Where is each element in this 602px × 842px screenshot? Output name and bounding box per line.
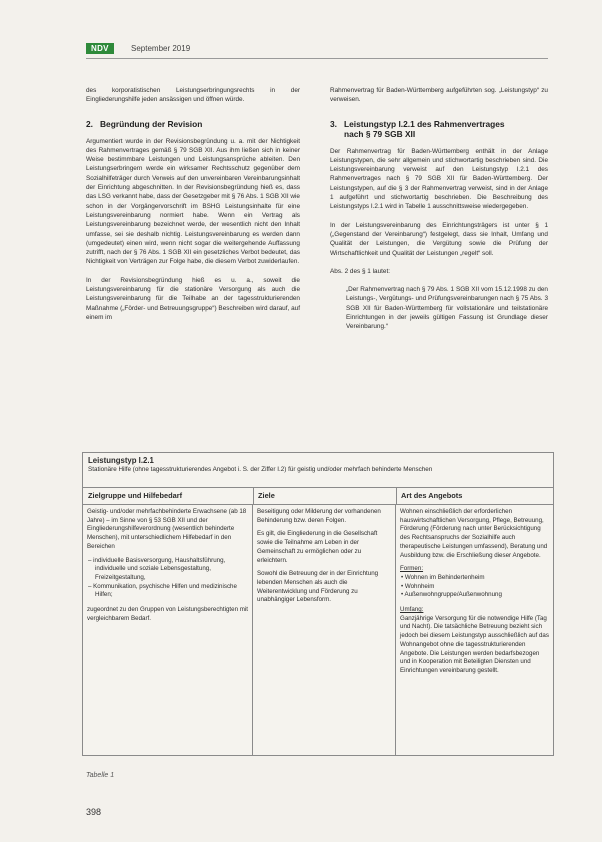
- cell-paragraph: Geistig- und/oder mehrfachbehinderte Erwachsene (ab 18 Jahre) – im Sinne von § 53 SGB XII und der Eingliederungshilfeverordnung (wesentlich behinderte Menschen), mit unterschiedlichem Hilfebedarf in den Bereichen: [87, 508, 247, 550]
- section-number: 2.: [86, 118, 93, 129]
- section-title: Leistungstyp I.2.1 des Rahmenvertrages: [344, 118, 505, 129]
- journal-logo-badge: NDV: [86, 43, 114, 54]
- cell-paragraph: Sowohl die Betreuung der in der Einrichtung lebenden Menschen als auch die Weiterentwicklung und Förderung zu unabhängiger Lebensform.: [257, 570, 379, 604]
- list-item: • Außenwohngruppe/Außenwohnung: [408, 591, 549, 600]
- table-cell-zielgruppe: [83, 505, 253, 755]
- body-paragraph: Abs. 2 des § 1 lautet:: [330, 267, 391, 275]
- cell-paragraph: zugeordnet zu den Gruppen von Leistungsberechtigten mit vergleichbarem Bedarf.: [87, 606, 248, 622]
- column-divider: [253, 488, 254, 505]
- cell-paragraph: Ganzjährige Versorgung für die notwendige Hilfe (Tag und Nacht). Die tatsächliche Betreuung bezieht sich jedoch bei diesem Leistungstyp ausschließlich auf das Wohnangebot ohne die tagesstrukturierenden Angebote. Die Leistungen werden bedarfsbezogen und in Kooperation mit Beteiligten Diensten und Einrichtungen vereinbarung gestellt.: [400, 614, 549, 674]
- list-item: – Kommunikation, psychische Hilfen und medizinische Hilfen;: [95, 583, 248, 600]
- table-caption: [83, 453, 553, 488]
- body-paragraph: In der Leistungsvereinbarung des Einrichtungsträgers ist unter § 1 („Gegenstand der Vereinbarung“) festgelegt, dass sie Inhalt, Umfang und Qualität der Leistungen, die Vergütung sowie die Prüfung der Wirtschaftlichkeit und Qualität der Leistungen „regelt“ soll.: [330, 221, 548, 257]
- body-paragraph: Der Rahmenvertrag für Baden-Württemberg enthält in der Anlage Leistungstypen, die sehr allgemein und stichwortartig beschrieben sind. Die Leistungsvereinbarung verweist auf den Leistungstyp I.2.1 des Rahmenvertrages nach § 79 SGB XII für Baden-Württemberg. Der Leistungstypen, auf die § 3 der Rahmenvertrag verweist, sind in der Anlage 1 aufgeführt und stichwortartig beschrieben. Die Beschreibung des Leistungstyps I.2.1 wird in Tabelle 1 ausschnittsweise wiedergegeben.: [330, 147, 548, 211]
- table-cell-angebot: [396, 505, 553, 755]
- section-title-continuation: nach § 79 SGB XII: [344, 128, 416, 139]
- table-footnote: Tabelle 1: [86, 772, 115, 779]
- scope-heading: Umfang:: [400, 606, 424, 614]
- right-intro-paragraph: Rahmenvertrag für Baden-Württemberg aufgeführten sog. „Leistungstyp“ zu verweisen.: [330, 87, 548, 104]
- right-column: [330, 86, 548, 341]
- table-cell-ziele: [253, 505, 396, 755]
- list-item: • Wohnen im Behindertenheim: [408, 574, 549, 583]
- table-header-row: [83, 488, 553, 505]
- issue-date: September 2019: [131, 44, 191, 53]
- section-number: 3.: [330, 118, 337, 129]
- column-header-ziele: Ziele: [258, 491, 275, 500]
- section-heading-3: [330, 119, 548, 139]
- page-number: 398: [86, 807, 102, 817]
- column-header-zielgruppe: Zielgruppe und Hilfebedarf: [88, 491, 183, 500]
- table-title: Leistungstyp I.2.1: [88, 456, 154, 465]
- table-subtitle: Stationäre Hilfe (ohne tagesstrukturierendes Angebot i. S. der Ziffer I.2) für geistig und/oder mehrfach behinderte Menschen: [88, 466, 433, 473]
- cell-paragraph: Es gilt, die Eingliederung in die Gesellschaft sowie die Teilnahme am Leben in der Gemeinschaft zu ermöglichen oder zu erleichtern.: [257, 530, 378, 564]
- table-leistungstyp: [82, 452, 554, 756]
- section-title: Begründung der Revision: [100, 118, 203, 129]
- left-intro-paragraph: des korporatistischen Leistungserbringungsrechts in der Eingliederungshilfe jeden ansässigen und öffnen würde.: [86, 87, 300, 104]
- cell-list: [87, 557, 248, 601]
- body-paragraph: In der Revisionsbegründung hieß es u. a., soweit die Leistungsvereinbarung für die stationäre Versorgung als auch die Leistungsvereinbarung für die Teilhabe an der tagesstrukturierenden Maßnahme („Förder- und Betreuungsgruppe“) Beschreiben wird darauf, auf einem im: [86, 276, 300, 321]
- cell-paragraph: Beseitigung oder Milderung der vorhandenen Behinderung bzw. deren Folgen.: [257, 508, 381, 524]
- header-divider: [86, 58, 548, 59]
- section-heading-2: [86, 119, 300, 129]
- list-item: – individuelle Basisversorgung, Haushaltsführung, individuelle und soziale Lebensgestaltung, Freizeitgestaltung,: [95, 557, 248, 583]
- forms-heading: Formen:: [400, 565, 424, 573]
- column-header-angebot: Art des Angebots: [401, 491, 463, 500]
- cell-paragraph: Wohnen einschließlich der erforderlichen hauswirtschaftlichen Versorgung, Pflege, Betreuung, Förderung (Förderung nach unter Berücksichtigung des Rechtsanspruchs der Sozialhilfe auch therapeutische Leistungen umfassend), Beratung und Ausbildung bzw. die Erschließung dieser Angebote.: [400, 508, 548, 559]
- page-header: [86, 42, 548, 56]
- list-item: • Wohnheim: [408, 583, 549, 592]
- left-column: [86, 86, 300, 331]
- column-divider: [396, 488, 397, 505]
- block-quote: „Der Rahmenvertrag nach § 79 Abs. 1 SGB XII vom 15.12.1998 zu den Leistungs-, Vergütungs- und Prüfungsvereinbarungen nach § 75 Abs. 3 SGB XII für Baden-Württemberg für vollstationäre und teilstationäre Einrichtungen in der jeweils gültigen Fassung ist Grundlage dieser Vereinbarung.“: [346, 286, 548, 331]
- body-paragraph: Argumentiert wurde in der Revisionsbegründung u. a. mit der Nichtigkeit des Rahmenvertrages gemäß § 79 SGB XII. Aus ihm ließen sich in keiner Weise bestimmbare Leistungen und Leistungsansprüche ableiten. Den Leistungserbringern werde ein wirksamer Rechtsschutz gegenüber dem Sozialhilfeträger durch Verweis auf den unvereinbaren Vereinbarungsinhalt der Einrichtung abgeschnitten. In der Revisionsbegründung hieß es, dass das LSG verkannt habe, dass der Gesetzgeber mit § 76 Abs. 1 SGB XII wie schon in der Vorgängervorschrift im BSHG Leistungsinhalte für eine Leistungsvereinbarung normiert habe. Wenn ein Vertrag als Leistungsvereinbarung bezeichnet werde, der wesentlich nicht den Inhalt umfasse, sei sie deshalb nichtig. Leistungsvereinbarung es werden dann (umgedeutet) einen wird, wenn nicht sogar die weitergehende Auffassung zutrifft, nach der § 76 Abs. 1 SGB XII ein gesetzliches Verbot bedeutet, das Nichtigkeit von Verträgen zur Folge habe, die diesem Verbot zuwiderlaufen.: [86, 137, 300, 266]
- forms-list: [400, 574, 549, 600]
